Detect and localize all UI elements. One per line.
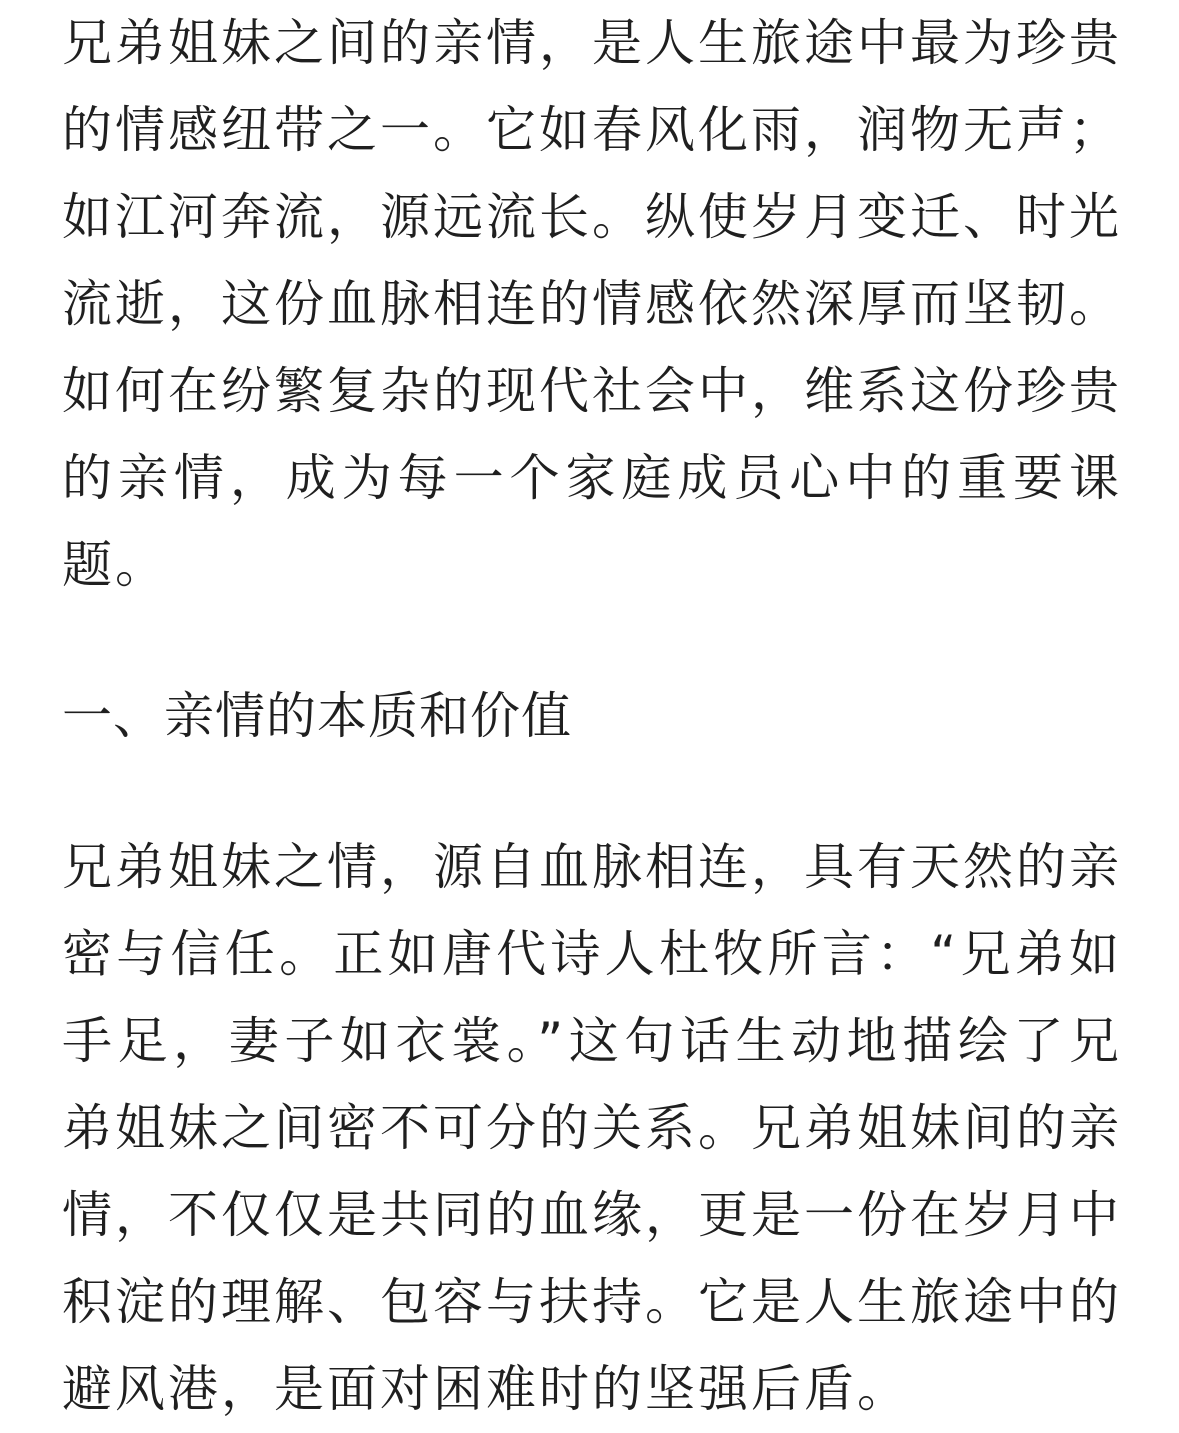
section-paragraph: 兄弟姐妹之情，源自血脉相连，具有天然的亲密与信任。正如唐代诗人杜牧所言：“兄弟如手足，妻子如衣裳。”这句话生动地描绘了兄弟姐妹之间密不可分的关系。兄弟姐妹间的亲情，不仅仅是共同的血缘，更是一份在岁月中积淀的理解、包容与扶持。它是人生旅途中的避风港，是面对困难时的坚强后盾。 bbox=[62, 838, 1122, 1418]
paragraph-gap bbox=[62, 760, 1122, 824]
paragraph-gap bbox=[62, 609, 1122, 673]
article-body bbox=[62, 0, 1122, 1433]
section-heading: 一、亲情的本质和价值 bbox=[62, 687, 572, 745]
intro-paragraph: 兄弟姐妹之间的亲情，是人生旅途中最为珍贵的情感纽带之一。它如春风化雨，润物无声；如江河奔流，源远流长。纵使岁月变迁、时光流逝，这份血脉相连的情感依然深厚而坚韧。如何在纷繁复杂的现代社会中，维系这份珍贵的亲情，成为每一个家庭成员心中的重要课题。 bbox=[62, 14, 1122, 594]
